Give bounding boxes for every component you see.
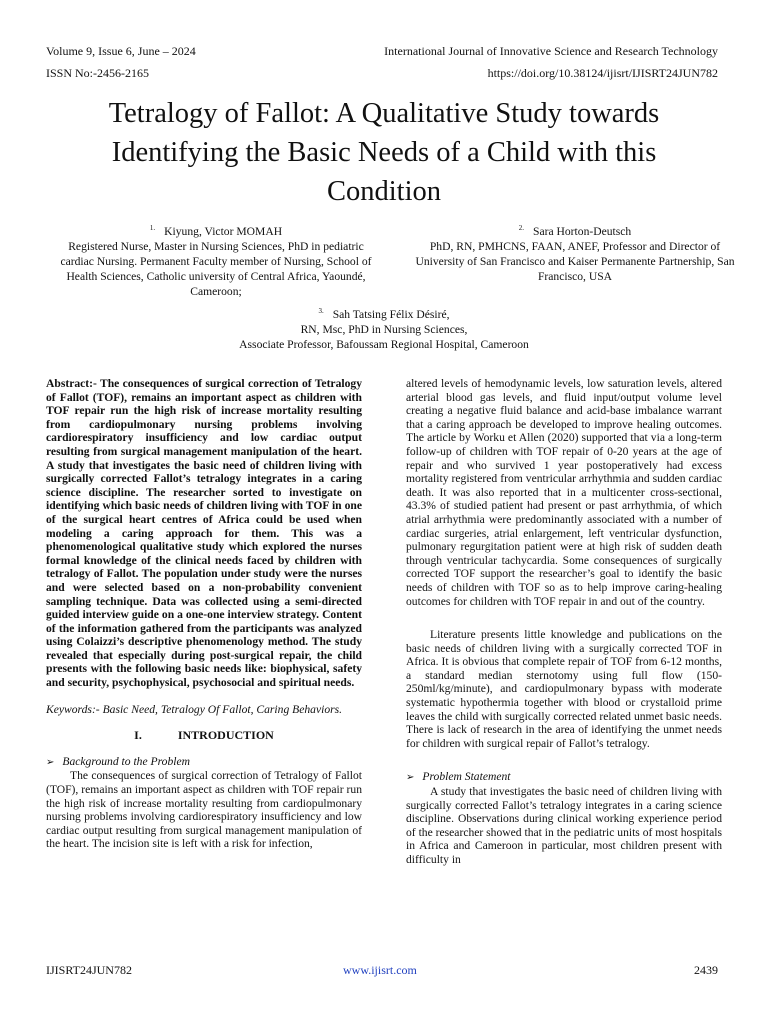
footer-paper-id: IJISRT24JUN782	[46, 963, 132, 977]
volume-info: Volume 9, Issue 6, June – 2024	[46, 44, 196, 58]
section-number: I.	[134, 728, 142, 743]
continuation-paragraph: altered levels of hemodynamic levels, low saturation levels, altered arterial blood gas levels, and fluid input/output volume level creating a negative fluid balance and acid-base imbalance warrant that a caring approach be developed to improve healing outcomes. The article by Worku et Allen (2020) supported that via a long-term follow-up of children with TOF repair of 0-20 years at the age of repair and who survived 1 year postoperatively had excess mortality registered from ventricular arrhythmia and sudden cardiac death. It was also reported that in a multicenter cross-sectional, 43.3% of studied patient had present or past arrhythmia, of which atrial arrhythmia were predominantly associated with a number of cardiac surgeries, atrial enlargement, left ventricular dysfunction, pulmonary regurgitation patient were at high risk of sudden death through ventricular tachycardia. Some consequences of surgically corrected TOF support the researcher’s goal to identify the basic needs of children with TOF so as to help improve caring-healing outcomes for children with TOF repair in and out of the country.	[406, 377, 722, 608]
subheading-problem	[406, 770, 722, 785]
keywords: Keywords:- Basic Need, Tetralogy Of Fallot, Caring Behaviors.	[46, 702, 343, 716]
author-2	[410, 221, 740, 284]
section-heading	[46, 729, 362, 743]
section-title: INTRODUCTION	[177, 728, 274, 743]
issn: ISSN No:-2456-2165	[46, 66, 150, 80]
subheading-background-label: Background to the Problem	[62, 754, 191, 768]
author-3-affiliation-line1: RN, Msc, PhD in Nursing Sciences,	[300, 323, 468, 336]
subheading-background	[46, 755, 362, 770]
arrow-bullet-icon: ➢	[46, 756, 55, 768]
author-2-number: 2.	[518, 224, 525, 232]
author-2-name: Sara Horton-Deutsch	[533, 225, 632, 238]
author-3-name: Sah Tatsing Félix Désiré,	[332, 308, 450, 321]
literature-paragraph: Literature presents little knowledge and publications on the basic needs of children living with a surgically corrected TOF in Africa. It is obvious that complete repair of TOF from 6-12 months, a standard median sternotomy using full flow (150-250ml/kg/minute), and cardiopulmonary bypass with moderate systematic hypothermia together with blood or crystalloid prime leaves the child with surgically corrected related unmet basic needs. There is lack of research in the area of identifying the unmet needs for children with surgical repair of Fallot’s tetralogy.	[406, 628, 722, 750]
subheading-problem-label: Problem Statement	[422, 770, 511, 784]
abstract: Abstract:- The consequences of surgical correction of Tetralogy of Fallot (TOF), remains an important aspect as children with TOF repair run the high risk of increase mortality resulting from cardiopulmonary nursing problems involving cardiorespiratory insufficiency and low cardiac output resulting from surgical management manipulation of the heart. A study that investigates the basic need of children living with surgically corrected Fallot’s tetralogy integrates in a caring science discipline. The researcher sorted to investigate on identifying which basic needs of children living with TOF in one of the surgical heart centres of Africa could be used when modeling a caring approach for them. This was a phenomenological qualitative study which explored the nurses formal knowledge of the clinical needs faced by children with tetralogy of Fallot. The population under study were the nurses and were selected based on a non-probability convenient sampling technique. Data was collected using a semi-directed guided interview guide on a one-one interview strategy. Content of the information gathered from the participants was analyzed using Colaizzi’s descriptive phenomenology method. The study revealed that especially during post-surgical repair, the child presents with the following basic needs like: biophysical, safety and security, psychophysical, psychosocial and spiritual needs.	[46, 377, 362, 690]
intro-paragraph: The consequences of surgical correction of Tetralogy of Fallot (TOF), remains an important aspect as children with TOF repair run the high risk of increase mortality resulting from cardiopulmonary nursing problems involving cardiorespiratory insufficiency and low cardiac output resulting from surgical management manipulation of the heart. The incision site is left with a risk for infection,	[46, 769, 362, 851]
left-column	[46, 377, 362, 851]
journal-name: International Journal of Innovative Science and Research Technology	[384, 44, 718, 58]
footer-website-link[interactable]: www.ijisrt.com	[343, 963, 417, 977]
arrow-bullet-icon: ➢	[406, 772, 415, 784]
author-3-number: 3.	[318, 307, 324, 315]
right-column	[406, 377, 722, 867]
page-number: 2439	[694, 963, 718, 977]
paper-title: Tetralogy of Fallot: A Qualitative Study towards Identifying the Basic Needs of a Child with this Condition	[108, 98, 660, 207]
author-1	[56, 221, 376, 299]
doi-link[interactable]: https://doi.org/10.38124/ijisrt/IJISRT24JUN782	[487, 66, 718, 80]
author-2-affiliation: PhD, RN, PMHCNS, FAAN, ANEF, Professor and Director of University of San Francisco and Kaiser Permanente Partnership, San Francisco, USA	[415, 240, 735, 283]
problem-paragraph: A study that investigates the basic need of children living with surgically corrected Fallot’s tetralogy integrates in a caring science discipline. Observations during clinical working experience period of the researcher showed that in the pediatric units of most hospitals in Africa and Cameroon in particular, most children present with difficulty in	[406, 785, 722, 866]
author-1-number: 1.	[149, 224, 156, 232]
author-3-affiliation-line2: Associate Professor, Bafoussam Regional Hospital, Cameroon	[239, 338, 529, 351]
author-3	[184, 304, 584, 352]
author-1-name: Kiyung, Victor MOMAH	[164, 225, 283, 238]
author-1-affiliation: Registered Nurse, Master in Nursing Sciences, PhD in pediatric cardiac Nursing. Permanent Faculty member of Nursing, School of Health Sciences, Catholic university of Central Africa, Yaoundé, Cameroon;	[60, 240, 372, 298]
